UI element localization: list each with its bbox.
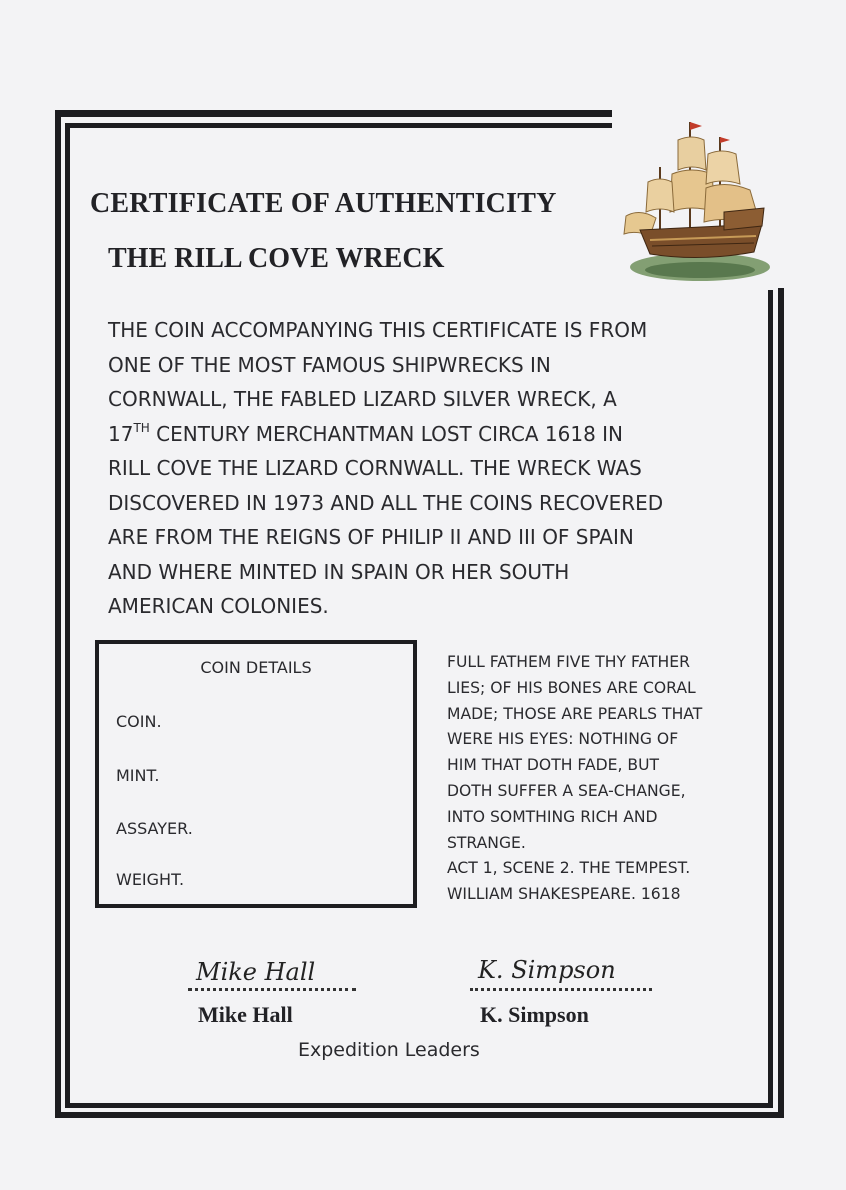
- certificate-title: CERTIFICATE OF AUTHENTICITY: [90, 188, 557, 219]
- weight-label: WEIGHT.: [116, 870, 185, 889]
- coin-label: COIN.: [116, 712, 162, 731]
- signature-line: [188, 988, 356, 991]
- border-right-inner: [768, 290, 773, 1108]
- intro-line: ARE FROM THE REIGNS OF PHILIP II AND III OF SPAIN: [108, 525, 634, 549]
- border-bottom-inner: [65, 1103, 773, 1108]
- shakespeare-quote: [447, 650, 747, 908]
- wreck-name: THE RILL COVE WRECK: [108, 243, 445, 274]
- intro-line: CORNWALL, THE FABLED LIZARD SILVER WRECK, A: [108, 387, 617, 411]
- signatory-name: Mike Hall: [198, 1002, 293, 1027]
- galleon-ship-icon: [620, 112, 780, 287]
- assayer-label: ASSAYER.: [116, 819, 193, 838]
- quote-author: WILLIAM SHAKESPEARE. 1618: [447, 885, 681, 904]
- quote-line: MADE; THOSE ARE PEARLS THAT: [447, 704, 703, 723]
- signatory-name: K. Simpson: [480, 1002, 589, 1027]
- coin-details-box: [95, 640, 417, 908]
- border-left-inner: [65, 123, 70, 1108]
- quote-line: STRANGE.: [447, 833, 526, 852]
- quote-line: FULL FATHEM FIVE THY FATHER: [447, 653, 690, 671]
- intro-line: AMERICAN COLONIES.: [108, 594, 329, 618]
- quote-source: ACT 1, SCENE 2. THE TEMPEST.: [447, 859, 691, 878]
- quote-line: LIES; OF HIS BONES ARE CORAL: [447, 678, 696, 697]
- mint-label: MINT.: [116, 766, 160, 785]
- intro-line: AND WHERE MINTED IN SPAIN OR HER SOUTH: [108, 559, 570, 584]
- intro-line: [108, 417, 758, 452]
- intro-line: THE COIN ACCOMPANYING THIS CERTIFICATE IS FROM: [108, 318, 648, 342]
- border-top-outer: [55, 110, 612, 117]
- intro-line: RILL COVE THE LIZARD CORNWALL. THE WRECK WAS: [108, 456, 642, 480]
- signature-k-simpson: K. Simpson: [478, 956, 616, 984]
- coin-details-heading: COIN DETAILS: [200, 658, 312, 677]
- signature-mike-hall: Mike Hall: [196, 958, 316, 986]
- century-number: 17: [108, 421, 134, 446]
- signatories-caption: Expedition Leaders: [298, 1039, 480, 1061]
- century-suffix: TH: [133, 420, 150, 435]
- quote-line: DOTH SUFFER A SEA-CHANGE,: [447, 781, 686, 800]
- border-right-outer: [778, 288, 784, 1118]
- quote-line: WERE HIS EYES: NOTHING OF: [447, 730, 679, 749]
- intro-paragraph: [108, 313, 758, 624]
- intro-line-rest: CENTURY MERCHANTMAN LOST CIRCA 1618 IN: [149, 421, 624, 446]
- border-top-inner: [65, 123, 612, 128]
- border-bottom-outer: [55, 1112, 782, 1118]
- intro-line: ONE OF THE MOST FAMOUS SHIPWRECKS IN: [108, 352, 551, 377]
- quote-line: HIM THAT DOTH FADE, BUT: [447, 756, 660, 775]
- signature-line: [470, 988, 652, 991]
- border-left-outer: [55, 110, 61, 1117]
- intro-line: DISCOVERED IN 1973 AND ALL THE COINS RECOVERED: [108, 490, 664, 515]
- quote-line: INTO SOMTHING RICH AND: [447, 807, 658, 826]
